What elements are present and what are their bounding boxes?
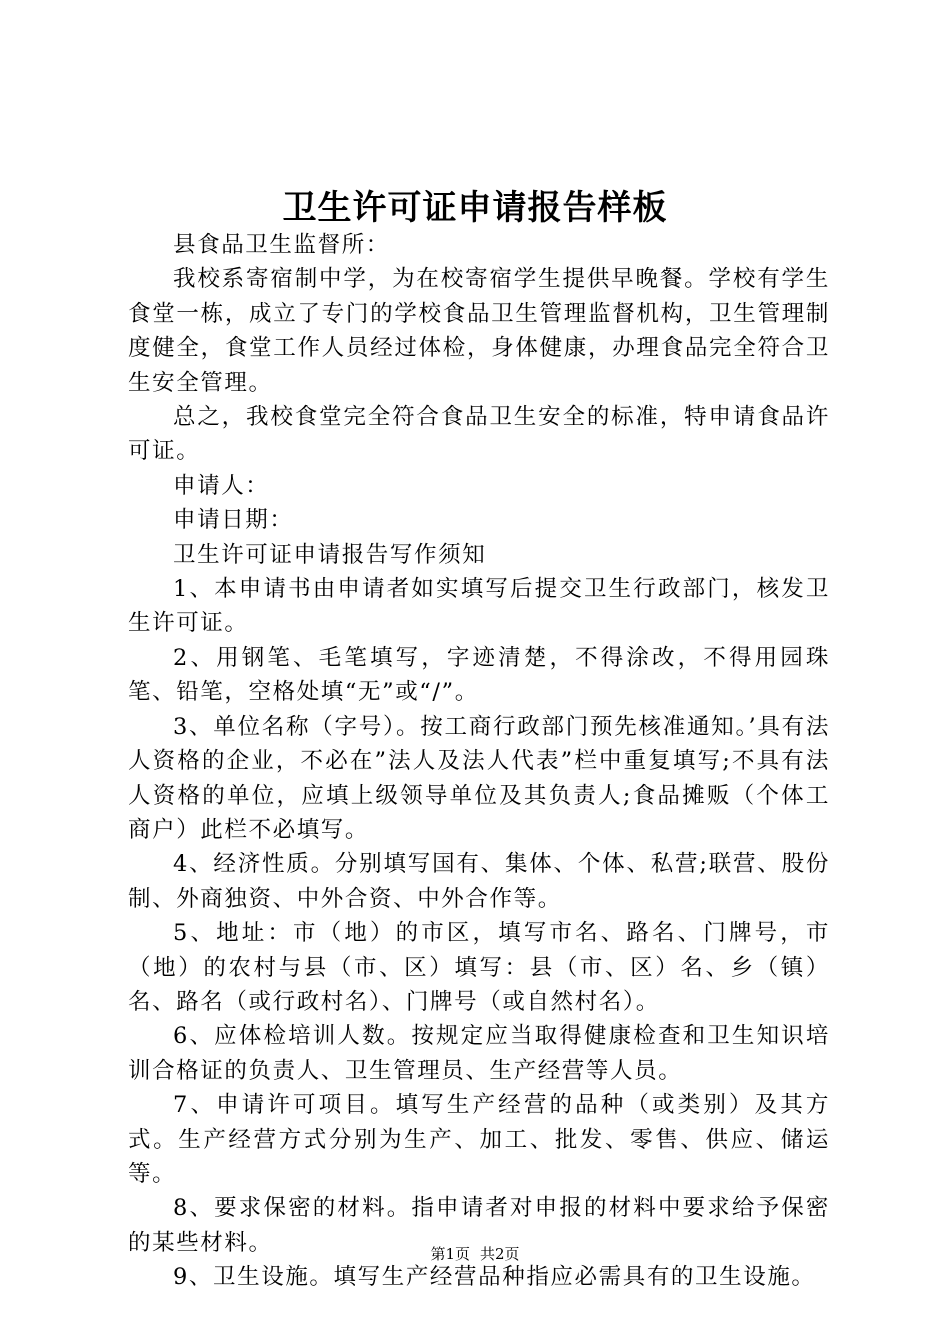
instruction-item: 8、要求保密的材料。指申请者对申报的材料中要求给予保密的某些材料。 xyxy=(128,1195,830,1256)
body-paragraph: 总之，我校食堂完全符合食品卫生安全的标准，特申请食品许可证。 xyxy=(128,404,830,465)
page-number: 第1页 xyxy=(430,1245,470,1263)
instruction-item: 2、用钢笔、毛笔填写，字迹清楚，不得涂改，不得用园珠笔、铅笔，空格处填“无”或“/”。 xyxy=(128,644,830,706)
document-title: 卫生许可证申请报告样板 xyxy=(282,188,668,228)
instruction-item: 7、申请许可项目。填写生产经营的品种（或类别）及其方式。生产经营方式分别为生产、加工、批发、零售、供应、储运等。 xyxy=(128,1092,830,1187)
application-date-line: 申请日期： xyxy=(173,507,294,534)
applicant-line: 申请人： xyxy=(173,472,270,499)
instruction-item: 6、应体检培训人数。按规定应当取得健康检查和卫生知识培训合格证的负责人、卫生管理员、生产经营等人员。 xyxy=(128,1023,830,1084)
page-total: 共2页 xyxy=(480,1245,520,1263)
instruction-item: 9、卫生设施。填写生产经营品种指应必需具有的卫生设施。 xyxy=(173,1264,816,1291)
instruction-item: 5、地址：市（地）的市区，填写市名、路名、门牌号，市（地）的农村与县（市、区）填写：县（市、区）名、乡（镇）名、路名（或行政村名）、门牌号（或自然村名）。 xyxy=(128,920,830,1015)
instruction-item: 3、单位名称（字号）。按工商行政部门预先核准通知。’具有法人资格的企业，不必在”法人及法人代表”栏中重复填写;不具有法人资格的单位，应填上级领导单位及其负责人;食品摊贩（个体工商户）此栏不必填写。 xyxy=(128,713,830,843)
document-body xyxy=(128,228,830,1295)
addressee-line: 县食品卫生监督所： xyxy=(173,232,390,258)
instruction-item: 4、经济性质。分别填写国有、集体、个体、私营;联营、股份制、外商独资、中外合资、中外合作等。 xyxy=(128,851,830,912)
instruction-item: 1、本申请书由申请者如实填写后提交卫生行政部门，核发卫生许可证。 xyxy=(128,576,830,637)
page-footer xyxy=(0,1243,950,1265)
body-paragraph: 我校系寄宿制中学，为在校寄宿学生提供早晚餐。学校有学生食堂一栋，成立了专门的学校食品卫生管理监督机构，卫生管理制度健全，食堂工作人员经过体检，身体健康，办理食品完全符合卫生安全管理。 xyxy=(128,266,830,396)
section-heading: 卫生许可证申请报告写作须知 xyxy=(173,541,487,568)
